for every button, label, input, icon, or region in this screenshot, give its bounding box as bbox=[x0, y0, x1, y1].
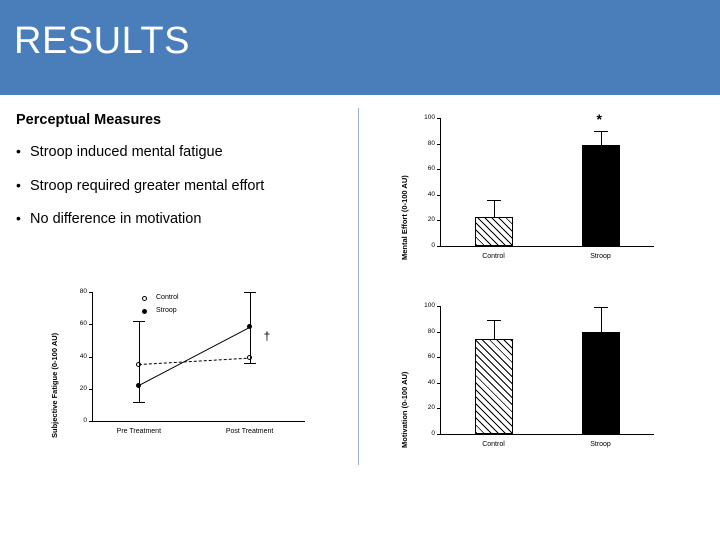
chart-y-axis-label: Mental Effort (0-100 AU) bbox=[400, 175, 409, 260]
bar bbox=[582, 332, 620, 434]
error-bar bbox=[601, 131, 602, 145]
vertical-divider bbox=[358, 108, 359, 465]
error-bar-cap bbox=[487, 200, 501, 201]
significance-annotation: * bbox=[596, 110, 602, 127]
bullet-icon: • bbox=[16, 210, 21, 227]
y-tick-label: 60 bbox=[79, 320, 87, 328]
error-bar bbox=[601, 307, 602, 331]
y-tick-label: 20 bbox=[427, 216, 435, 224]
chart-y-axis-label: Subjective Fatigue (0-100 AU) bbox=[50, 332, 59, 438]
error-bar bbox=[494, 320, 495, 339]
y-tick-mark bbox=[437, 357, 440, 358]
y-tick-mark bbox=[437, 434, 440, 435]
legend-label: Control bbox=[156, 294, 179, 301]
error-bar-cap bbox=[244, 292, 256, 293]
y-tick-mark bbox=[437, 118, 440, 119]
y-tick-mark bbox=[437, 383, 440, 384]
x-tick-label: Post Treatment bbox=[225, 428, 274, 435]
error-bar bbox=[494, 200, 495, 217]
y-tick-mark bbox=[437, 306, 440, 307]
chart-subjective-fatigue bbox=[40, 278, 325, 463]
bar bbox=[582, 145, 620, 246]
x-tick-label: Stroop bbox=[590, 441, 611, 448]
chart-mental-effort bbox=[398, 112, 660, 280]
y-tick-mark bbox=[437, 332, 440, 333]
legend-marker bbox=[142, 296, 147, 301]
x-axis bbox=[440, 246, 654, 247]
y-tick-label: 40 bbox=[427, 190, 435, 198]
y-tick-label: 100 bbox=[424, 302, 435, 309]
bullet-text: Stroop induced mental fatigue bbox=[30, 144, 223, 160]
x-axis bbox=[440, 434, 654, 435]
y-tick-label: 0 bbox=[431, 430, 435, 437]
bullet-icon: • bbox=[16, 176, 21, 193]
bullet-text: No difference in motivation bbox=[30, 211, 202, 228]
y-tick-mark bbox=[437, 195, 440, 196]
y-tick-label: 60 bbox=[427, 165, 435, 173]
x-tick-label: Control bbox=[482, 441, 505, 448]
y-tick-label: 0 bbox=[431, 242, 435, 249]
y-tick-label: 20 bbox=[79, 384, 87, 392]
list-item bbox=[16, 144, 346, 161]
y-tick-label: 40 bbox=[427, 378, 435, 386]
y-tick-label: 80 bbox=[79, 288, 87, 295]
list-item bbox=[16, 178, 346, 195]
chart-y-axis-label: Motivation (0-100 AU) bbox=[400, 371, 409, 448]
y-tick-label: 80 bbox=[427, 139, 435, 147]
error-bar bbox=[139, 321, 140, 402]
y-tick-label: 80 bbox=[427, 327, 435, 335]
error-bar-cap bbox=[133, 402, 145, 403]
left-content-column bbox=[16, 112, 346, 245]
y-tick-label: 0 bbox=[83, 417, 87, 424]
y-tick-label: 100 bbox=[424, 114, 435, 121]
y-axis bbox=[440, 118, 441, 246]
y-tick-mark bbox=[437, 246, 440, 247]
significance-annotation: † bbox=[263, 329, 271, 344]
bar bbox=[475, 339, 513, 434]
legend-marker bbox=[142, 309, 147, 314]
y-tick-mark bbox=[437, 169, 440, 170]
y-tick-label: 40 bbox=[79, 352, 87, 360]
y-tick-mark bbox=[437, 408, 440, 409]
error-bar-cap bbox=[594, 307, 608, 308]
y-tick-mark bbox=[437, 220, 440, 221]
section-heading: Perceptual Measures bbox=[16, 112, 162, 128]
x-tick-label: Pre Treatment bbox=[116, 428, 162, 435]
bullet-text: Stroop required greater mental effort bbox=[30, 177, 265, 194]
list-item bbox=[16, 211, 346, 228]
error-bar-cap bbox=[594, 131, 608, 132]
y-tick-label: 20 bbox=[427, 404, 435, 412]
error-bar-cap bbox=[487, 320, 501, 321]
x-tick-label: Control bbox=[482, 253, 505, 260]
bar bbox=[475, 217, 513, 246]
error-bar bbox=[250, 292, 251, 363]
chart-motivation bbox=[398, 300, 660, 468]
line-series-group bbox=[40, 278, 325, 463]
x-tick-label: Stroop bbox=[590, 253, 611, 260]
y-tick-mark bbox=[437, 144, 440, 145]
bullet-icon: • bbox=[16, 143, 21, 159]
page-title: RESULTS bbox=[14, 20, 190, 62]
y-tick-label: 60 bbox=[427, 353, 435, 361]
legend-label: Stroop bbox=[156, 307, 177, 314]
error-bar-cap bbox=[133, 321, 145, 322]
y-axis bbox=[440, 306, 441, 434]
error-bar-cap bbox=[244, 363, 256, 364]
